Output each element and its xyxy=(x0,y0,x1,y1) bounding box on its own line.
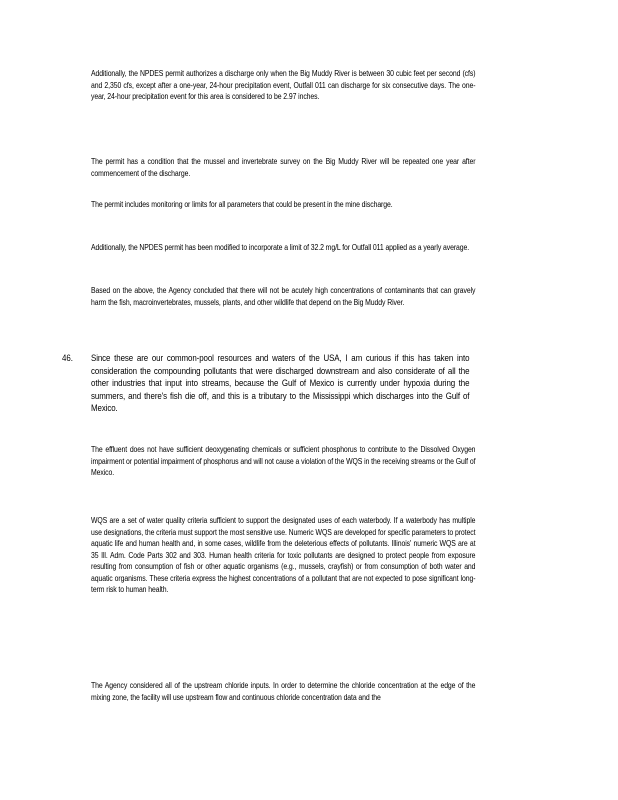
question-text: Since these are our common-pool resources and waters of the USA, I am curious if this has taken into consideration the compounding pollutants that were discharged downstream and also considerate of all the other industries that input into streams, because the Gulf of Mexico is currently under hypoxia during the summers, and there's fish die off, and this is a tributary to the Mississippi which discharges into the Gulf of Mexico. xyxy=(91,353,470,413)
question-number: 46. xyxy=(62,353,74,363)
response-chloride-inputs: The Agency considered all of the upstream chloride inputs. In order to determine the chloride concentration at the edge of the mixing zone, the facility will use upstream flow and continuous chloride concentration data and the xyxy=(91,681,476,702)
paragraph-monitoring-limits: The permit includes monitoring or limits for all parameters that could be present in the mine discharge. xyxy=(91,200,393,209)
paragraph-permit-discharge-conditions: Additionally, the NPDES permit authorizes a discharge only when the Big Muddy River is between 30 cubic feet per second (cfs) and 2,350 cfs, except after a one-year, 24-hour precipitation event, Outfall 011 can discharge for six consecutive days. The one-year, 24-hour precipitation event for this area is considered to be 2.97 inches. xyxy=(91,69,476,101)
paragraph-outfall-limit: Additionally, the NPDES permit has been modified to incorporate a limit of 32.2 mg/L for Outfall 011 applied as a yearly average. xyxy=(91,243,470,252)
response-wqs-definition: WQS are a set of water quality criteria sufficient to support the designated uses of each waterbody. If a waterbody has multiple use designations, the criteria must support the most sensitive use. Numeric WQS are developed for specific parameters to protect aquatic life and human health and, in some cases, wildlife from the deleterious effects of pollutants. Illinois' numeric WQS are at 35 Ill. Adm. Code Parts 302 and 303. Human health criteria for toxic pollutants are designed to protect people from exposure resulting from consumption of fish or other aquatic organisms (e.g., mussels, crayfish) or from consumption of both water and aquatic organisms. These criteria express the highest concentrations of a pollutant that are not expected to pose significant long-term risk to human health. xyxy=(91,516,476,594)
paragraph-agency-conclusion: Based on the above, the Agency concluded that there will not be acutely high concentrations of contaminants that can gravely harm the fish, macroinvertebrates, mussels, plants, and other wildlife that depend on the Big Muddy River. xyxy=(91,286,476,307)
paragraph-mussel-survey-condition: The permit has a condition that the mussel and invertebrate survey on the Big Muddy River will be repeated one year after commencement of the discharge. xyxy=(91,157,476,178)
response-effluent: The effluent does not have sufficient deoxygenating chemicals or sufficient phosphorus to contribute to the Dissolved Oxygen impairment or potential impairment of phosphorus and will not cause a violation of the WQS in the receiving streams or the Gulf of Mexico. xyxy=(91,445,476,477)
